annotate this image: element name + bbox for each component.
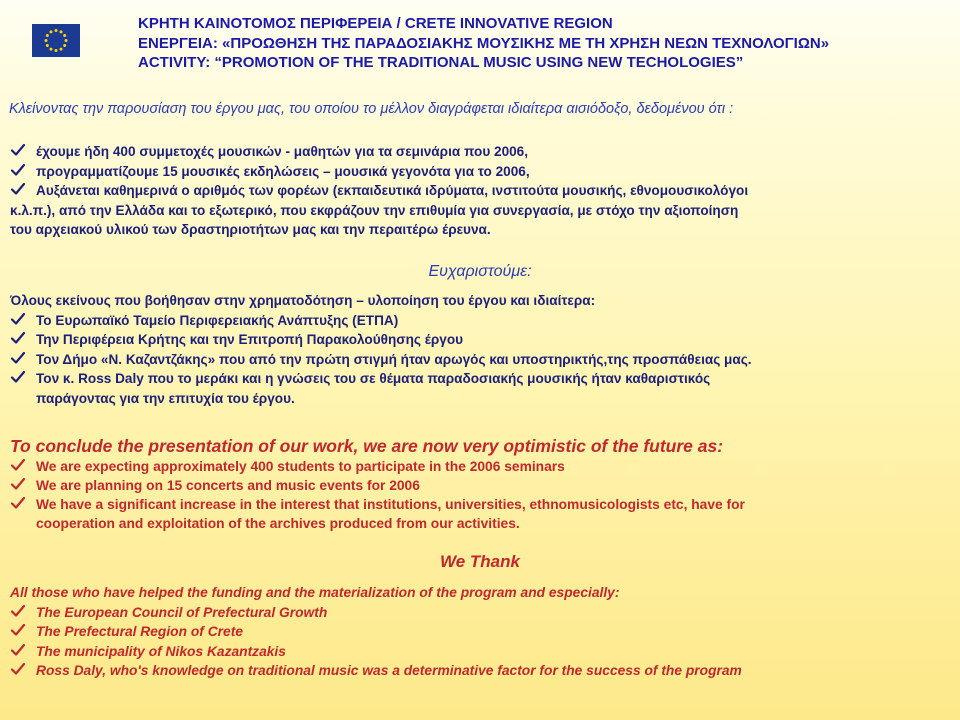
english-point-text: cooperation and exploitation of the archives produced from our activities.: [36, 516, 520, 531]
checkmark-icon: [10, 661, 28, 680]
greek-acknowledgements: [10, 291, 950, 408]
greek-point-item: [10, 162, 950, 182]
greek-points-list: [10, 142, 950, 240]
thanks-greek-heading: Ευχαριστούμε:: [428, 263, 532, 280]
english-ack-text: Ross Daly, who's knowledge on traditional music was a determinative factor for the success of the program: [36, 663, 742, 678]
checkmark-icon: [10, 142, 28, 161]
english-point-item: [10, 476, 950, 495]
english-ack-item: [10, 622, 950, 642]
checkmark-icon: [10, 457, 28, 476]
flag-star-icon: [45, 39, 48, 42]
header-title: ΚΡΗΤΗ ΚΑΙΝΟΤΟΜΟΣ ΠΕΡΙΦΕΡΕΙΑ / CRETE INNOVATIVE REGION: [138, 15, 613, 32]
english-point-item: [10, 495, 950, 533]
checkmark-icon: [10, 330, 28, 349]
greek-point-text: έχουμε ήδη 400 συμμετοχές μουσικών - μαθητών για τα σεμινάρια που 2006,: [36, 144, 529, 159]
greek-point-text: Αυξάνεται καθημερινά ο αριθμός των φορέων (εκπαιδευτικά ιδρύματα, ινστιτούτα μουσικής, εθνομουσικολόγοι: [36, 183, 749, 198]
flag-star-icon: [60, 48, 63, 51]
english-conclusion-heading: To conclude the presentation of our work, we are now very optimistic of the future as:: [10, 436, 724, 456]
we-thank-heading: We Thank: [440, 552, 520, 571]
english-ack-item: [10, 642, 950, 662]
flag-star-icon: [65, 39, 68, 42]
eu-flag-icon: [32, 24, 80, 57]
ack-intro-greek: Όλους εκείνους που βοήθησαν στην χρηματοδότηση – υλοποίηση του έργου και ιδιαίτερα:: [10, 293, 596, 308]
english-ack-item: [10, 661, 950, 681]
greek-point-text: προγραμματίζουμε 15 μουσικές εκδηλώσεις – μουσικά γεγονότα για το 2006,: [36, 163, 530, 179]
flag-star-icon: [60, 30, 63, 33]
greek-ack-text: Τον κ. Ross Daly που το μεράκι και η γνώσεις του σε θέματα παραδοσιακής μουσικής ήταν καθαριστικός: [36, 371, 711, 386]
greek-ack-text: παράγοντας για την επιτυχία του έργου.: [36, 390, 295, 406]
checkmark-icon: [10, 181, 28, 200]
flag-star-icon: [55, 29, 58, 32]
checkmark-icon: [10, 603, 28, 622]
checkmark-icon: [10, 350, 28, 369]
flag-star-icon: [50, 48, 53, 51]
checkmark-icon: [10, 642, 28, 661]
greek-ack-item: [10, 311, 950, 331]
english-ack-text: The municipality of Nikos Kazantzakis: [36, 643, 286, 659]
flag-star-icon: [50, 30, 53, 33]
english-ack-item: [10, 603, 950, 623]
flag-star-icon: [63, 44, 66, 47]
greek-point-item: [10, 181, 950, 240]
flag-star-icon: [46, 34, 49, 37]
greek-point-text: του αρχειακού υλικού των δραστηριοτήτων μας και την περαιτέρω έρευνα.: [10, 222, 491, 237]
en-ack-intro: All those who have helped the funding and the materialization of the program and especially:: [10, 585, 620, 600]
greek-ack-text: Το Ευρωπαϊκό Ταμείο Περιφερειακής Ανάπτυξης (ΕΤΠΑ): [36, 312, 399, 328]
english-point-text: We have a significant increase in the interest that institutions, universities, ethnomusicologists etc, have for: [36, 497, 745, 512]
greek-ack-text: Την Περιφέρεια Κρήτης και την Επιτροπή Παρακολούθησης έργου: [36, 332, 464, 347]
english-point-text: We are expecting approximately 400 students to participate in the 2006 seminars: [36, 459, 565, 474]
greek-point-text: κ.λ.π.), από την Ελλάδα και το εξωτερικό, που εκφράζουν την επιθυμία για συνεργασία, με στόχο την αξιοποίηση: [10, 202, 739, 218]
flag-star-icon: [63, 34, 66, 37]
english-point-text: We are planning on 15 concerts and music events for 2006: [36, 478, 420, 493]
checkmark-icon: [10, 369, 28, 388]
header-activity-english: ACTIVITY: “PROMOTION OF THE TRADITIONAL MUSIC USING NEW TECHOLOGIES”: [138, 54, 744, 71]
checkmark-icon: [10, 495, 28, 514]
header-activity-greek: ΕΝΕΡΓΕΙΑ: «ΠΡΟΩΘΗΣΗ ΤΗΣ ΠΑΡΑΔΟΣΙΑΚΗΣ ΜΟΥΣΙΚΗΣ ΜΕ ΤΗ ΧΡΗΣΗ ΝΕΩΝ ΤΕΧΝΟΛΟΓΙΩΝ»: [138, 34, 830, 52]
flag-star-icon: [46, 44, 49, 47]
intro-text: Κλείνοντας την παρουσίαση του έργου μας, του οποίου το μέλλον διαγράφεται ιδιαίτερα αισιόδοξο, δεδομένου ότι :: [9, 101, 734, 117]
greek-ack-item: [10, 350, 950, 370]
header: [138, 14, 829, 73]
english-points-list: [10, 457, 950, 533]
checkmark-icon: [10, 622, 28, 641]
english-ack-text: The Prefectural Region of Crete: [36, 624, 243, 639]
english-ack-text: The European Council of Prefectural Growth: [36, 604, 328, 620]
english-point-item: [10, 457, 950, 476]
greek-ack-item: [10, 330, 950, 350]
checkmark-icon: [10, 162, 28, 181]
checkmark-icon: [10, 311, 28, 330]
flag-star-icon: [55, 49, 58, 52]
english-acknowledgements: [10, 583, 950, 681]
greek-ack-text: Τον Δήμο «Ν. Καζαντζάκης» που από την πρώτη στιγμή ήταν αρωγός και υποστηρικτής,της προσπάθειας μας.: [36, 351, 752, 367]
greek-point-item: [10, 142, 950, 162]
checkmark-icon: [10, 476, 28, 495]
greek-ack-item: [10, 369, 950, 408]
